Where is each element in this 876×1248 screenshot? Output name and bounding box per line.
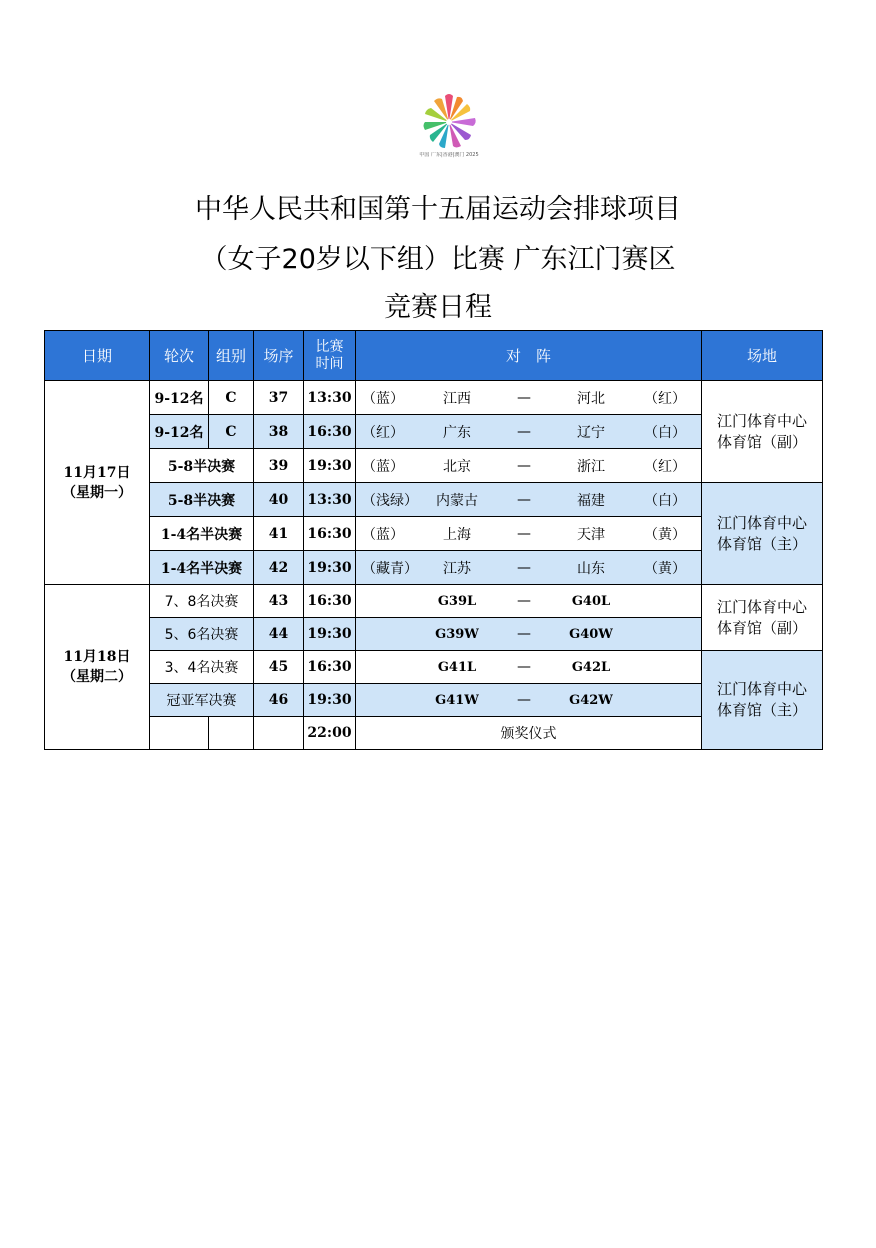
jersey-color-left: （蓝） [362, 458, 404, 475]
header-date: 日期 [45, 331, 150, 381]
page-title-line2: （女子20岁以下组）比赛 广东江门赛区 [200, 244, 676, 275]
venue-line2: 体育馆（主） [716, 701, 807, 719]
match-cell [356, 517, 702, 551]
match-cell [356, 551, 702, 585]
team-a: 江西 [443, 390, 471, 407]
versus-dash: — [517, 423, 531, 440]
match-no-cell: 44 [254, 618, 304, 651]
header-versus: 对 阵 [356, 331, 702, 381]
time-cell: 16:30 [304, 585, 356, 618]
versus-dash: — [517, 692, 531, 708]
versus-dash: — [517, 593, 531, 609]
venue-cell [702, 381, 823, 483]
jersey-color-right: （红） [644, 458, 686, 475]
venue-line1: 江门体育中心 [716, 680, 807, 698]
team-b: 天津 [577, 526, 605, 543]
match-cell [356, 618, 702, 651]
venue-line2: 体育馆（副） [716, 432, 807, 451]
team-b: G40L [571, 593, 611, 609]
match-no-cell: 46 [254, 684, 304, 717]
match-cell [356, 381, 702, 415]
team-a: G39L [437, 593, 477, 609]
match-cell [356, 684, 702, 717]
round-cell: 1-4名半决赛 [150, 517, 254, 551]
page-title-line1: 中华人民共和国第十五届运动会排球项目 [195, 194, 681, 225]
time-cell: 16:30 [304, 517, 356, 551]
jersey-color-left: （红） [362, 424, 404, 441]
header-group: 组别 [209, 331, 254, 381]
match-cell [356, 483, 702, 517]
team-b: 山东 [577, 560, 605, 577]
team-a: 北京 [443, 458, 471, 475]
header-time-1: 比赛 [315, 338, 344, 355]
time-cell: 19:30 [304, 551, 356, 585]
jersey-color-left: （蓝） [362, 390, 404, 407]
time-cell: 19:30 [304, 618, 356, 651]
jersey-color-right: （黄） [644, 526, 686, 543]
match-cell [356, 651, 702, 684]
team-b: 浙江 [577, 458, 605, 475]
venue-line2: 体育馆（副） [716, 618, 807, 637]
team-a: G41W [435, 692, 479, 708]
time-cell: 16:30 [304, 415, 356, 449]
team-a: 广东 [443, 424, 471, 441]
match-cell [356, 415, 702, 449]
header-row [45, 331, 823, 381]
time-cell: 13:30 [304, 483, 356, 517]
team-a: 上海 [443, 526, 471, 543]
team-a: 江苏 [443, 560, 471, 577]
team-a: G41L [437, 659, 477, 675]
match-no-cell: 40 [254, 483, 304, 517]
versus-dash: — [517, 457, 531, 474]
ceremony-cell: 颁奖仪式 [356, 717, 702, 750]
time-cell: 13:30 [304, 381, 356, 415]
versus-dash: — [517, 626, 531, 642]
match-no-cell: 45 [254, 651, 304, 684]
date-cell [45, 381, 150, 585]
games-logo-icon [414, 92, 484, 152]
time-cell: 19:30 [304, 684, 356, 717]
header-time-2: 时间 [315, 355, 344, 372]
match-no-cell: 43 [254, 585, 304, 618]
header-round: 轮次 [150, 331, 209, 381]
round-cell: 5-8半决赛 [150, 449, 254, 483]
round-cell [150, 717, 209, 750]
round-cell: 9-12名 [150, 381, 209, 415]
time-cell: 22:00 [304, 717, 356, 750]
venue-cell [702, 483, 823, 585]
match-no-cell: 39 [254, 449, 304, 483]
team-b: G42W [569, 692, 613, 708]
table-row [45, 381, 823, 415]
time-cell: 16:30 [304, 651, 356, 684]
match-no-cell: 38 [254, 415, 304, 449]
team-a: G39W [435, 626, 479, 642]
round-cell: 1-4名半决赛 [150, 551, 254, 585]
time-cell: 19:30 [304, 449, 356, 483]
weekday-label: （星期二） [62, 669, 132, 685]
match-no-cell [254, 717, 304, 750]
venue-line1: 江门体育中心 [716, 513, 807, 532]
date-label: 11月17日 [63, 464, 131, 481]
jersey-color-left: （藏青） [362, 560, 418, 577]
venue-cell [702, 651, 823, 750]
table-row [45, 483, 823, 517]
jersey-color-right: （黄） [644, 560, 686, 577]
header-time [304, 331, 356, 381]
team-a: 内蒙古 [436, 492, 478, 509]
versus-dash: — [517, 559, 531, 576]
header-venue: 场地 [702, 331, 823, 381]
round-cell: 冠亚军决赛 [150, 684, 254, 717]
round-cell: 9-12名 [150, 415, 209, 449]
group-cell [209, 717, 254, 750]
versus-dash: — [517, 659, 531, 675]
venue-line1: 江门体育中心 [716, 597, 807, 616]
header-match-no: 场序 [254, 331, 304, 381]
round-cell: 5-8半决赛 [150, 483, 254, 517]
match-cell [356, 585, 702, 618]
table-row [45, 651, 823, 684]
round-cell: 3、4名决赛 [150, 651, 254, 684]
jersey-color-right: （白） [644, 492, 686, 509]
jersey-color-right: （红） [644, 390, 686, 407]
logo-caption: 中国 广东|香港|澳门 2025 [419, 152, 479, 158]
match-cell [356, 449, 702, 483]
team-b: 河北 [577, 390, 605, 407]
table-row [45, 585, 823, 618]
venue-line1: 江门体育中心 [716, 411, 807, 430]
weekday-label: （星期一） [62, 484, 132, 501]
round-cell: 5、6名决赛 [150, 618, 254, 651]
jersey-color-left: （浅绿） [362, 492, 418, 509]
jersey-color-left: （蓝） [362, 526, 404, 543]
group-cell: C [209, 415, 254, 449]
team-b: G42L [571, 659, 611, 675]
versus-dash: — [517, 525, 531, 542]
match-no-cell: 42 [254, 551, 304, 585]
team-b: 福建 [577, 492, 605, 509]
match-no-cell: 41 [254, 517, 304, 551]
team-b: G40W [569, 626, 613, 642]
group-cell: C [209, 381, 254, 415]
date-label: 11月18日 [63, 649, 131, 665]
venue-line2: 体育馆（主） [716, 534, 807, 553]
versus-dash: — [517, 389, 531, 406]
page-title-line3: 竞赛日程 [384, 292, 492, 323]
venue-cell [702, 585, 823, 651]
match-no-cell: 37 [254, 381, 304, 415]
jersey-color-right: （白） [644, 424, 686, 441]
team-b: 辽宁 [577, 424, 605, 441]
round-cell: 7、8名决赛 [150, 585, 254, 618]
versus-dash: — [517, 491, 531, 508]
games-logo [414, 92, 484, 166]
schedule-table [44, 330, 823, 750]
date-cell [45, 585, 150, 750]
